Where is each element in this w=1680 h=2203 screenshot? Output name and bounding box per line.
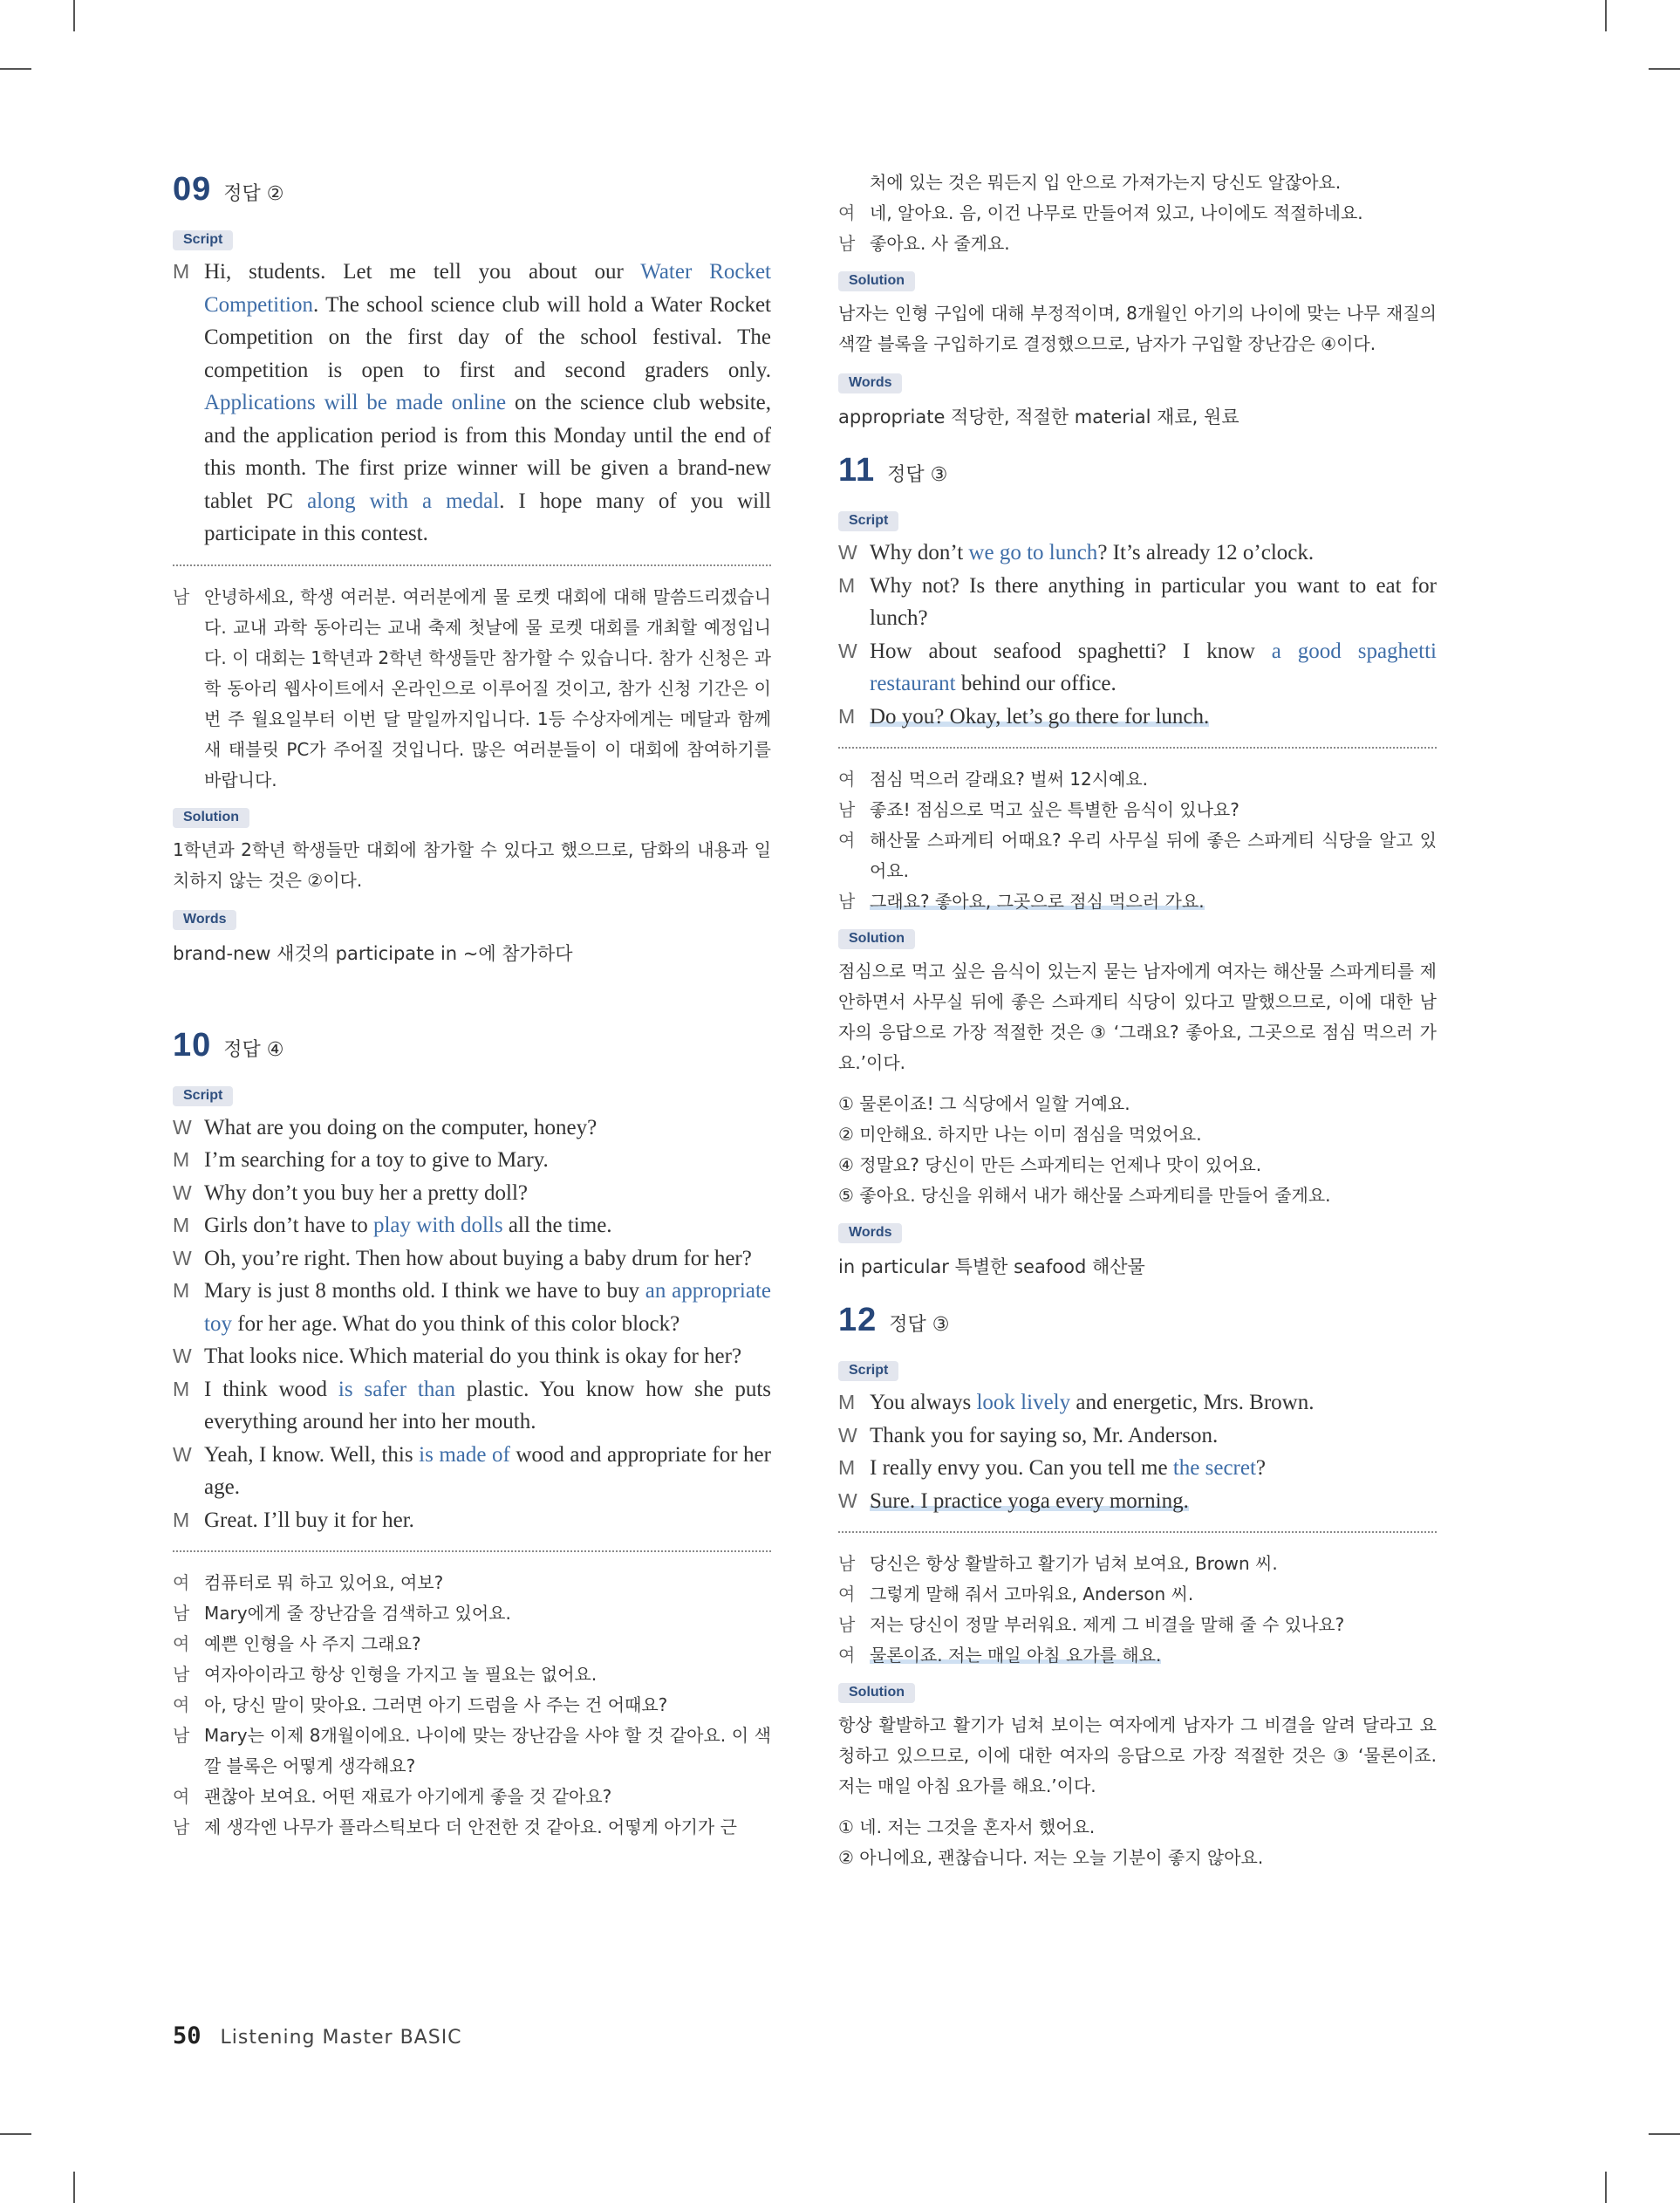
speaker-label: 여	[838, 202, 856, 223]
text-run: Girls don’t have to	[204, 1214, 373, 1237]
translation-line	[838, 198, 1437, 229]
highlighted-phrase: play with dolls	[372, 1214, 503, 1237]
words-tag: Words	[173, 910, 236, 930]
highlighted-phrase: is safer than	[338, 1377, 455, 1401]
speaker-label: M	[838, 1456, 856, 1479]
utterance-text	[204, 1275, 771, 1340]
utterance-text	[204, 1504, 771, 1537]
crop-mark	[73, 0, 75, 31]
text-run: all the time.	[502, 1214, 612, 1237]
speaker-label: 남	[173, 1603, 190, 1624]
utterance-text	[204, 256, 771, 551]
utterance-text	[870, 1485, 1437, 1518]
text-run: wood and appropriate for her age.	[204, 1442, 771, 1499]
translation-text: 네, 알아요. 음, 이건 나무로 만들어져 있고, 나이에도 적절하네요.	[870, 202, 1363, 223]
dotted-divider	[173, 1550, 771, 1552]
utterance-text	[204, 1177, 771, 1210]
translation-block	[173, 582, 771, 796]
question-09-header	[173, 171, 771, 218]
words-text: in particular 특별한 seafood 해산물	[838, 1256, 1145, 1277]
left-column	[173, 171, 771, 1843]
highlighted-phrase: an appropriate toy	[204, 1279, 771, 1336]
utterance-text	[204, 1144, 771, 1177]
option-line: ④ 정말요? 당신이 만든 스파게티는 언제나 맛이 있어요.	[838, 1154, 1262, 1175]
translation-text: 안녕하세요, 학생 여러분. 여러분에게 물 로켓 대회에 대해 말씀드리겠습니다. 교내 과학 동아리는 교내 축제 첫날에 물 로켓 대회를 개최할 예정입니다. 이 대회는 1학년과 2학년 학생들만 참가할 수 있습니다. 참가 신청은 과학 동아리 웹사이트에서 온라인으로 이루어질 것이고, 참가 신청 기간은 이번 주 월요일부터 이번 달 말일까지입니다. 1등 수상자에게는 메달과 함께 새 태블릿 PC가 주어질 것입니다. 많은 여러분들이 이 대회에 참여하기를 바랍니다.	[204, 585, 771, 790]
text-run: plastic. You know how she puts everything around her into her mouth.	[204, 1377, 772, 1433]
utterance-text	[204, 1373, 771, 1439]
dialogue-line	[838, 701, 1437, 734]
translation-line	[838, 764, 1437, 795]
translation-line	[173, 1659, 771, 1690]
dialogue-line	[838, 1485, 1437, 1518]
translation-text: Mary에게 줄 장난감을 검색하고 있어요.	[204, 1603, 511, 1624]
solution-tag: Solution	[173, 808, 249, 828]
script-tag: Script	[173, 1086, 233, 1106]
translation-block	[838, 764, 1437, 917]
utterance-text	[870, 1420, 1437, 1453]
translation-line	[838, 825, 1437, 886]
translation-text: 처에 있는 것은 뭐든지 입 안으로 가져가는지 당신도 알잖아요.	[870, 172, 1342, 193]
translation-text: 그렇게 말해 줘서 고마워요, Anderson 씨.	[870, 1584, 1194, 1604]
speaker-label: M	[173, 1508, 190, 1531]
solution-text: 점심으로 먹고 싶은 음식이 있는지 묻는 남자에게 여자는 해산물 스파게티를 제안하면서 사무실 뒤에 좋은 스파게티 식당이 있다고 말했으므로, 이에 대한 남자의 응답으로 가장 적절한 것은 ③ ‘그래요? 좋아요, 그곳으로 점심 먹으러 가요.’이다.	[838, 961, 1437, 1073]
question-10-header	[173, 1027, 771, 1074]
translation-text: 아, 당신 말이 맞아요. 그러면 아기 드럼을 사 주는 건 어때요?	[204, 1694, 668, 1715]
dialogue-line	[838, 537, 1437, 570]
crop-mark	[73, 2172, 75, 2203]
text-run: ? It’s already 12 o’clock.	[1097, 541, 1315, 564]
option-line: ① 네. 저는 그것을 혼자서 했어요.	[838, 1816, 1096, 1837]
solution-tag: Solution	[838, 271, 915, 291]
text-run: That looks nice. Which material do you think is okay for her?	[204, 1344, 742, 1368]
text-run: Hi, students. Let me tell you about our	[204, 260, 641, 284]
text-run: and energetic, Mrs. Brown.	[1070, 1391, 1315, 1414]
option-line: ① 물론이죠! 그 식당에서 일할 거예요.	[838, 1093, 1130, 1114]
speaker-label: 여	[838, 769, 856, 790]
question-number: 11	[838, 452, 876, 489]
translation-text: 괜찮아 보여요. 어떤 재료가 아기에게 좋을 것 같아요?	[204, 1786, 612, 1807]
speaker-label: W	[838, 639, 857, 662]
highlighted-phrase: is made of	[419, 1442, 510, 1467]
translation-text: 그래요? 좋아요, 그곳으로 점심 먹으러 가요.	[870, 891, 1205, 912]
speaker-label: M	[173, 260, 190, 283]
question-number: 12	[838, 1302, 878, 1338]
dialogue-line	[173, 1340, 771, 1373]
crop-mark	[0, 68, 31, 70]
text-run: Why don’t	[870, 541, 969, 564]
speaker-label: 여	[173, 1572, 190, 1593]
dialogue-line	[173, 1439, 771, 1504]
speaker-label: M	[838, 573, 856, 597]
script-tag: Script	[838, 1361, 898, 1381]
speaker-label: 남	[838, 891, 856, 912]
text-run: for her age. What do you think of this color block?	[231, 1311, 680, 1336]
speaker-label: 여	[838, 830, 856, 851]
speaker-label: 남	[838, 233, 856, 254]
option-line: ② 미안해요. 하지만 나는 이미 점심을 먹었어요.	[838, 1124, 1202, 1145]
words-tag: Words	[838, 1223, 902, 1243]
text-run: Thank you for saying so, Mr. Anderson.	[870, 1423, 1219, 1447]
option-line: ⑤ 좋아요. 당신을 위해서 내가 해산물 스파게티를 만들어 줄게요.	[838, 1185, 1331, 1206]
page-footer	[173, 2022, 462, 2049]
translation-text: 해산물 스파게티 어때요? 우리 사무실 뒤에 좋은 스파게티 식당을 알고 있어요.	[870, 830, 1437, 881]
dialogue-line	[838, 1386, 1437, 1420]
utterance-text	[870, 701, 1437, 734]
book-title: Listening Master BASIC	[220, 2027, 462, 2049]
solution-text: 남자는 인형 구입에 대해 부정적이며, 8개월인 아기의 나이에 맞는 나무 재질의 색깔 블록을 구입하기로 결정했으므로, 남자가 구입할 장난감은 ④이다.	[838, 303, 1437, 354]
translation-block	[838, 1549, 1437, 1671]
solution-tag: Solution	[838, 929, 915, 949]
text-run: Do you? Okay, let’s go there for lunch.	[870, 704, 1210, 729]
speaker-label: 남	[838, 799, 856, 820]
option-line: ② 아니에요, 괜찮습니다. 저는 오늘 기분이 좋지 않아요.	[838, 1847, 1264, 1868]
crop-mark	[0, 2133, 31, 2135]
translation-text: 물론이죠. 저는 매일 아침 요가를 해요.	[870, 1645, 1162, 1666]
speaker-label: M	[173, 1377, 190, 1400]
text-run: . The school science club will hold a Water Rocket Competition on the first day of the school festival. The competition is open to first and second graders only.	[204, 292, 771, 382]
speaker-label: 남	[838, 1614, 856, 1635]
text-run: I really envy you. Can you tell me	[870, 1456, 1173, 1480]
highlighted-phrase: Water Rocket Competition	[204, 260, 771, 317]
speaker-label: M	[838, 1391, 856, 1413]
translation-text: 컴퓨터로 뭐 하고 있어요, 여보?	[204, 1572, 444, 1593]
translation-line	[173, 1812, 771, 1843]
translation-text: 예쁜 인형을 사 주지 그래요?	[204, 1633, 421, 1654]
translation-line	[838, 229, 1437, 259]
text-run: behind our office.	[955, 672, 1117, 695]
dialogue-line	[173, 1177, 771, 1210]
translation-line	[173, 1598, 771, 1629]
highlighted-phrase: a good spaghetti restaurant	[870, 639, 1437, 695]
translation-line	[173, 1629, 771, 1659]
utterance-text	[204, 1209, 771, 1242]
translation-text: 점심 먹으러 갈래요? 벌써 12시예요.	[870, 769, 1149, 790]
speaker-label: W	[838, 541, 857, 564]
utterance-text	[204, 1112, 771, 1145]
translation-line	[173, 1568, 771, 1598]
speaker-label: M	[173, 1279, 190, 1302]
translation-text: 제 생각엔 나무가 플라스틱보다 더 안전한 것 같아요. 어떻게 아기가 근	[204, 1816, 737, 1837]
speaker-label: 남	[173, 1664, 190, 1685]
answer-label: 정답 ③	[889, 1314, 950, 1336]
text-run: Oh, you’re right. Then how about buying a baby drum for her?	[204, 1246, 752, 1270]
highlighted-phrase: the secret	[1172, 1456, 1256, 1480]
question-11-header	[838, 452, 1437, 499]
dialogue-line	[173, 1242, 771, 1276]
script-block	[173, 256, 771, 551]
text-run: Great. I’ll buy it for her.	[204, 1508, 414, 1532]
dialogue-line	[173, 1112, 771, 1145]
dialogue-line	[838, 1452, 1437, 1485]
translation-line	[838, 1610, 1437, 1640]
text-run: Sure. I practice yoga every morning.	[870, 1488, 1189, 1513]
translation-line	[173, 1690, 771, 1721]
speaker-label: W	[173, 1344, 192, 1367]
question-number: 09	[173, 171, 212, 208]
solution-text: 항상 활발하고 활기가 넘쳐 보이는 여자에게 남자가 그 비결을 알려 달라고 요청하고 있으므로, 이에 대한 여자의 응답으로 가장 적절한 것은 ③ ‘물론이죠. 저는 매일 아침 요가를 해요.’이다.	[838, 1714, 1437, 1796]
text-run: . I hope many of you will participate in this contest.	[204, 489, 771, 545]
answer-label: 정답 ③	[887, 464, 948, 486]
crop-mark	[1649, 68, 1680, 70]
speaker-label: 여	[838, 1584, 856, 1604]
translation-text: 좋죠! 점심으로 먹고 싶은 특별한 음식이 있나요?	[870, 799, 1240, 820]
translation-line	[838, 886, 1437, 917]
speaker-label: W	[838, 1423, 857, 1447]
dotted-divider	[838, 1531, 1437, 1533]
text-run: Why not? Is there anything in particular you want to eat for lunch?	[870, 573, 1437, 630]
text-run: I think wood	[204, 1377, 338, 1401]
dotted-divider	[173, 564, 771, 566]
dotted-divider	[838, 747, 1437, 749]
translation-line	[838, 1549, 1437, 1579]
script-tag: Script	[173, 230, 233, 250]
utterance-text	[204, 1439, 771, 1504]
words-text: brand-new 새것의 participate in ~에 참가하다	[173, 942, 573, 964]
question-12-header	[838, 1302, 1437, 1349]
text-run: I’m searching for a toy to give to Mary.	[204, 1148, 549, 1172]
words-tag: Words	[838, 373, 902, 393]
translation-line	[838, 168, 1437, 198]
speaker-label: 남	[173, 1725, 190, 1746]
speaker-label: 여	[173, 1694, 190, 1715]
translation-line	[838, 795, 1437, 825]
dialogue-line	[838, 1420, 1437, 1453]
utterance-text	[870, 635, 1437, 701]
dialogue-line	[173, 1144, 771, 1177]
dialogue-line	[173, 1373, 771, 1439]
utterance-text	[870, 1386, 1437, 1420]
translation-line	[173, 1782, 771, 1812]
speaker-label: W	[173, 1442, 192, 1466]
dialogue-line	[838, 635, 1437, 701]
translation-text: 당신은 항상 활발하고 활기가 넘쳐 보여요, Brown 씨.	[870, 1553, 1278, 1574]
speaker-label	[838, 168, 870, 198]
text-run: Mary is just 8 months old. I think we have to buy	[204, 1279, 645, 1303]
speaker-label: M	[173, 1148, 190, 1171]
speaker-label: M	[838, 704, 856, 728]
text-run: Yeah, I know. Well, this	[204, 1442, 420, 1467]
translation-line	[173, 1721, 771, 1782]
highlighted-phrase: along with a medal	[307, 489, 500, 513]
crop-mark	[1649, 2133, 1680, 2135]
dialogue-line	[838, 570, 1437, 635]
translation-text: Mary는 이제 8개월이에요. 나이에 맞는 장난감을 사야 할 것 같아요. 이 색깔 블록은 어떻게 생각해요?	[204, 1725, 771, 1776]
utterance-text	[204, 1242, 771, 1276]
utterance-text	[204, 1340, 771, 1373]
page-number: 50	[173, 2022, 201, 2049]
crop-mark	[1605, 0, 1607, 31]
translation-line	[838, 1579, 1437, 1610]
translation-block	[173, 1568, 771, 1843]
script-tag: Script	[838, 511, 898, 531]
translation-text: 여자아이라고 항상 인형을 가지고 놀 필요는 없어요.	[204, 1664, 598, 1685]
speaker-label: 남	[173, 1816, 190, 1837]
translation-line	[838, 1640, 1437, 1671]
utterance-text	[870, 537, 1437, 570]
highlighted-phrase: Applications will be made online	[204, 391, 507, 414]
speaker-label: 남	[173, 585, 190, 607]
dialogue-line	[173, 1209, 771, 1242]
text-run: Why don’t you buy her a pretty doll?	[204, 1180, 528, 1205]
translation-text: 좋아요. 사 줄게요.	[870, 233, 1010, 254]
crop-mark	[1605, 2172, 1607, 2203]
utterance-text	[870, 1452, 1437, 1485]
script-block	[838, 1386, 1437, 1517]
text-run: What are you doing on the computer, honey?	[204, 1115, 598, 1139]
script-block	[838, 537, 1437, 733]
speaker-label: M	[173, 1214, 190, 1236]
translation-text: 저는 당신이 정말 부러워요. 제게 그 비결을 말해 줄 수 있나요?	[870, 1614, 1345, 1635]
solution-text: 1학년과 2학년 학생들만 대회에 참가할 수 있다고 했으므로, 담화의 내용과 일치하지 않는 것은 ②이다.	[173, 838, 771, 891]
dialogue-line	[173, 1275, 771, 1340]
utterance-text	[870, 570, 1437, 635]
text-run: You always	[870, 1391, 977, 1414]
speaker-label: W	[173, 1180, 192, 1204]
speaker-label: W	[173, 1246, 192, 1269]
speaker-label: W	[838, 1488, 857, 1512]
dialogue-line	[173, 256, 771, 551]
translation-continued	[838, 168, 1437, 259]
dialogue-line	[173, 1504, 771, 1537]
question-number: 10	[173, 1026, 212, 1064]
solution-tag: Solution	[838, 1683, 915, 1703]
right-column	[838, 168, 1437, 1873]
text-run: How about seafood spaghetti? I know	[870, 639, 1272, 663]
words-text: appropriate 적당한, 적절한 material 재료, 원료	[838, 407, 1240, 428]
highlighted-phrase: look lively	[976, 1391, 1071, 1414]
answer-label: 정답 ②	[223, 183, 284, 205]
speaker-label: 남	[838, 1553, 856, 1574]
speaker-label: W	[173, 1115, 192, 1139]
text-run: on the science club website, and the application period is from this Monday until the end of this month. The first prize winner will be given a brand-new tablet PC	[204, 391, 772, 513]
translation-line	[173, 582, 771, 796]
answer-label: 정답 ④	[223, 1038, 284, 1061]
speaker-label: 여	[838, 1645, 856, 1666]
script-block	[173, 1112, 771, 1537]
text-run: ?	[1255, 1456, 1267, 1480]
speaker-label: 여	[173, 1633, 190, 1654]
highlighted-phrase: we go to lunch	[968, 541, 1098, 564]
speaker-label: 여	[173, 1786, 190, 1807]
